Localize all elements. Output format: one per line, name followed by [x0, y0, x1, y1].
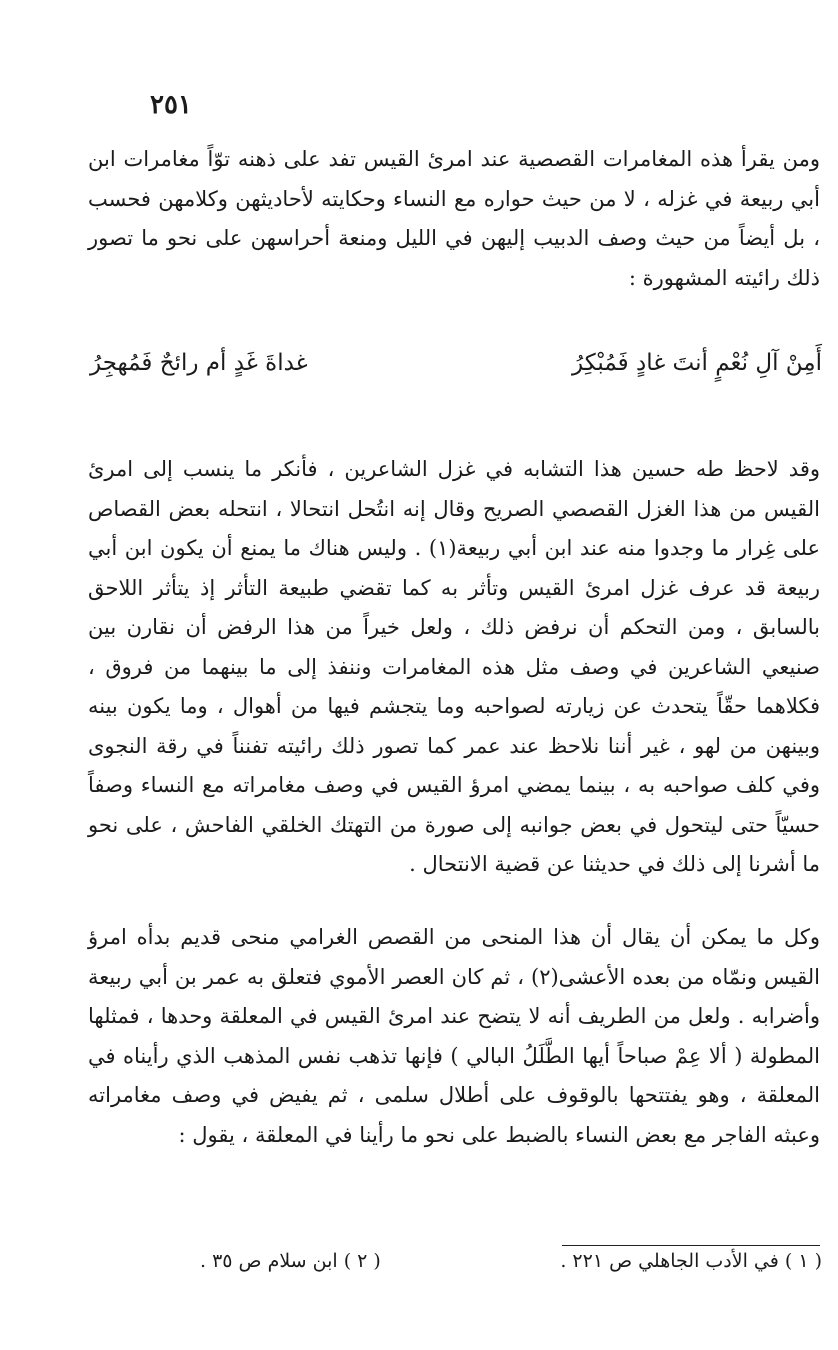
footnote-1: ( ١ ) في الأدب الجاهلي ص ٢٢١ .	[560, 1250, 822, 1272]
page-number: ٢٥١	[150, 90, 192, 120]
footnotes	[200, 1250, 822, 1272]
paragraph-3: وكل ما يمكن أن يقال أن هذا المنحى من القصص الغرامي منحى قديم بدأه امرؤ القيس ونمّاه من بعده الأعشى(٢) ، ثم كان العصر الأموي فتعلق به عمر بن أبي ربيعة وأضرابه . ولعل من الطريف أنه لا يتضح عند امرئ القيس في المعلقة وحدها ، فمثلها المطولة ( ألا عِمْ صباحاً أيها الطَّلَلُ البالي ) فإنها تذهب نفس المذهب الذي رأيناه في المعلقة ، وهو يفتتحها بالوقوف على أطلال سلمى ، ثم يفيض في وصف مغامراته وعبثه الفاجر مع بعض النساء بالضبط على نحو ما رأينا في المعلقة ، يقول :	[88, 925, 820, 1147]
paragraph-2: وقد لاحظ طه حسين هذا التشابه في غزل الشاعرين ، فأنكر ما ينسب إلى امرئ القيس من هذا الغزل القصصي الصريح وقال إنه انتُحل انتحالا ، انتحله بعض القصاص على غِرار ما وجدوا منه عند ابن أبي ربيعة(١) . وليس هناك ما يمنع أن يكون ابن أبي ربيعة قد عرف غزل امرئ القيس وتأثر به كما تقضي طبيعة التأثر إذ يتأثر اللاحق بالسابق ، ومن التحكم أن نرفض ذلك ، ولعل خيراً من هذا الرفض أن نقارن بين صنيعي الشاعرين في وصف مثل هذه المغامرات وننفذ إلى ما بينهما من فروق ، فكلاهما حقّاً يتحدث عن زيارته لصواحبه وما يتجشم فيها من أهوال ، وما يكون بينه وبينهن من لهو ، غير أننا نلاحظ عند عمر كما تصور ذلك رائيته تفنناً في رقة النجوى وفي كلف صواحبه به ، بينما يمضي امرؤ القيس في وصف مغامراته مع النساء وصفاً حسيّاً حتى ليتحول في بعض جوانبه إلى صورة من التهتك الخلقي الفاحش ، على نحو ما أشرنا إلى ذلك في حديثنا عن قضية الانتحال .	[88, 457, 820, 876]
footnote-divider	[562, 1245, 820, 1246]
footnote-2: ( ٢ ) ابن سلام ص ٣٥ .	[200, 1250, 381, 1272]
verse-first-hemistich: أَمِنْ آلِ نُعْمٍ أنتَ غادٍ فَمُبْكِرُ	[572, 350, 822, 376]
poem-verse	[90, 350, 822, 376]
verse-second-hemistich: غداةَ غَدٍ أم رائحٌ فَمُهجِرُ	[90, 350, 308, 376]
paragraph-1: ومن يقرأ هذه المغامرات القصصية عند امرئ القيس تفد على ذهنه توّاً مغامرات ابن أبي ربيعة في غزله ، لا من حيث حواره مع النساء وحكايته لأحاديثهن وكلامهن فحسب ، بل أيضاً من حيث وصف الدبيب إليهن في الليل ومنعة أحراسهن على نحو ما تصور ذلك رائيته المشهورة :	[88, 147, 820, 290]
